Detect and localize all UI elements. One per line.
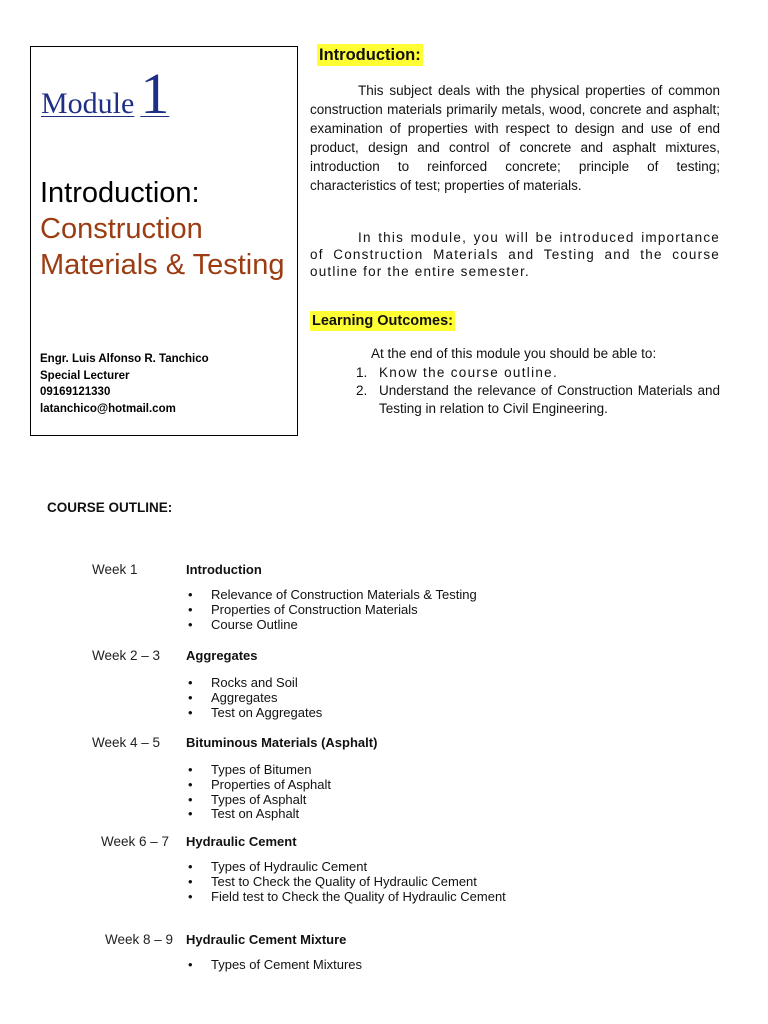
week-label: Week 1: [92, 562, 138, 577]
topic-item: • Aggregates: [188, 691, 322, 706]
week-topic: Introduction: [186, 562, 262, 577]
topic-item: • Relevance of Construction Materials & Testing: [188, 588, 477, 603]
author-email: latanchico@hotmail.com: [40, 402, 176, 415]
module-title-main: Construction Materials & Testing: [40, 213, 285, 281]
learning-outcomes-heading-colon: :: [448, 313, 454, 329]
topic-item: • Properties of Asphalt: [188, 778, 331, 793]
week-topic-list: [188, 763, 331, 822]
learning-outcome-number: 2.: [356, 383, 368, 398]
topic-item: • Types of Cement Mixtures: [188, 958, 362, 973]
author-name: Engr. Luis Alfonso R. Tanchico: [40, 353, 209, 365]
week-label: Week 4 – 5: [92, 735, 161, 750]
module-number: 1: [140, 61, 170, 126]
week-topic: Hydraulic Cement Mixture: [186, 932, 347, 947]
learning-outcomes-lead: At the end of this module you should be able to:: [371, 346, 657, 361]
topic-item: • Properties of Construction Materials: [188, 603, 477, 618]
learning-outcome-item: [356, 382, 720, 418]
introduction-paragraph-2: In this module, you will be introduced importance of Construction Materials and Testing and the course outline for the entire semester.: [310, 230, 720, 279]
module-word: Module: [41, 87, 135, 120]
introduction-heading: Introduction:: [319, 46, 421, 64]
module-title: [40, 175, 290, 283]
author-phone: 09169121330: [40, 386, 111, 398]
topic-item: • Field test to Check the Quality of Hydraulic Cement: [188, 890, 506, 905]
learning-outcome-text: Know the course outline.: [379, 365, 559, 380]
topic-item: • Test on Aggregates: [188, 706, 322, 721]
module-heading: [41, 61, 170, 126]
week-label: Week 8 – 9: [105, 932, 174, 947]
learning-outcome-text: Understand the relevance of Construction Materials and Testing in relation to Civil Engineering.: [379, 383, 720, 416]
week-topic-list: [188, 676, 322, 720]
week-topic: Aggregates: [186, 648, 258, 663]
topic-item: • Test on Asphalt: [188, 807, 331, 822]
topic-item: • Types of Asphalt: [188, 793, 331, 808]
week-topic-list: [188, 860, 506, 904]
week-topic: Bituminous Materials (Asphalt): [186, 735, 378, 750]
learning-outcomes-heading-text: Learning Outcomes: [312, 313, 449, 329]
module-title-intro: Introduction:: [40, 177, 200, 209]
learning-outcomes-heading: [310, 311, 455, 331]
module-title-box: [30, 46, 298, 436]
author-info: [40, 351, 209, 417]
topic-item: • Rocks and Soil: [188, 676, 322, 691]
week-topic-list: [188, 588, 477, 632]
learning-outcomes-list: [356, 364, 720, 418]
topic-item: • Types of Hydraulic Cement: [188, 860, 506, 875]
course-outline-heading: COURSE OUTLINE:: [47, 500, 173, 515]
learning-outcome-number: 1.: [356, 365, 368, 380]
week-label: Week 2 – 3: [92, 648, 161, 663]
week-label: Week 6 – 7: [101, 834, 170, 849]
topic-item: • Test to Check the Quality of Hydraulic Cement: [188, 875, 506, 890]
author-role: Special Lecturer: [40, 369, 130, 382]
week-topic: Hydraulic Cement: [186, 834, 297, 849]
week-topic-list: [188, 958, 362, 973]
introduction-paragraph-1: This subject deals with the physical properties of common construction materials primarily metals, wood, concrete and asphalt; examination of properties with respect to design and use of end product, design and control of concrete and asphalt mixtures, introduction to reinforced concrete; principle of testing; characteristics of test; properties of materials.: [310, 83, 720, 193]
learning-outcome-item: [356, 364, 720, 382]
topic-item: • Types of Bitumen: [188, 763, 331, 778]
topic-item: • Course Outline: [188, 618, 477, 633]
